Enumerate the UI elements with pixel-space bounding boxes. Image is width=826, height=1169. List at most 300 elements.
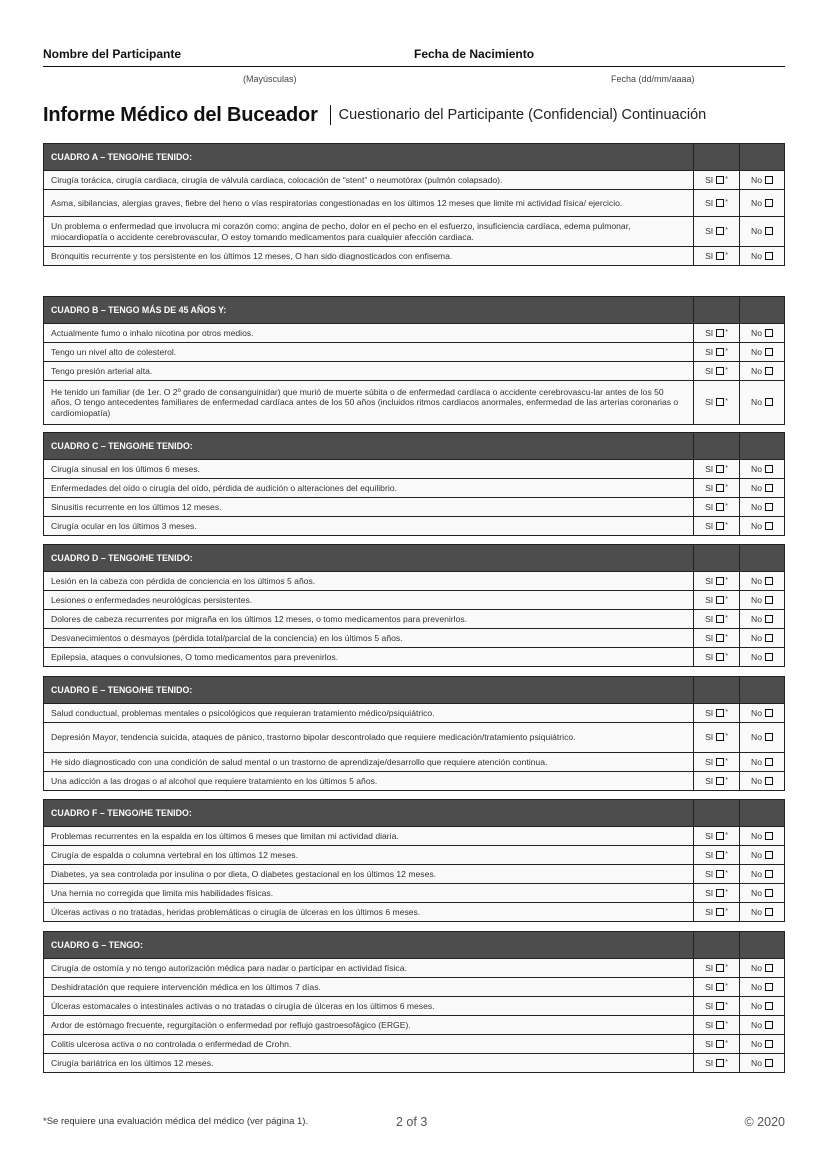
yes-option[interactable] xyxy=(694,362,740,381)
asterisk-mark: * xyxy=(725,347,728,355)
yes-option[interactable] xyxy=(694,959,740,978)
no-option[interactable] xyxy=(740,343,785,362)
yes-option[interactable] xyxy=(694,903,740,922)
no-option[interactable] xyxy=(740,884,785,903)
question-text: Epilepsia, ataques o convulsiones, O tomo medicamentos para prevenirlos. xyxy=(44,648,694,667)
section-header xyxy=(44,144,785,171)
yes-label: SI xyxy=(705,250,714,261)
question-text: Diabetes, ya sea controlada por insulina o por dieta, O diabetes gestacional en los últimos 12 meses. xyxy=(44,865,694,884)
no-option[interactable] xyxy=(740,1016,785,1035)
no-option[interactable] xyxy=(740,959,785,978)
birth-date-label: Fecha de Nacimiento xyxy=(414,47,535,61)
yes-option[interactable] xyxy=(694,247,740,266)
question-text: He tenido un familiar (de 1er. O 2º grado de consanguinidar) que murió de muerte súbita o de enfermedad cardíaca o accidente cerebrovascu-lar antes de los 50 años, O tengo antecedentes familiares de enfermedad cardíaca antes de los 50 años (incluidos ritmos cardiacos anormales, enfermedad de las arterias coronarias o cardiomiopatía) xyxy=(44,381,694,425)
asterisk-mark: * xyxy=(725,633,728,641)
yes-label: SI xyxy=(705,849,714,860)
no-option[interactable] xyxy=(740,772,785,791)
title-divider xyxy=(330,105,331,125)
section-header xyxy=(44,433,785,460)
no-label: No xyxy=(751,868,762,879)
yes-checkbox[interactable] xyxy=(716,851,724,859)
yes-option[interactable] xyxy=(694,217,740,247)
page-title: Informe Médico del Buceador xyxy=(43,103,318,126)
participant-info-header xyxy=(43,47,785,67)
asterisk-mark: * xyxy=(725,869,728,877)
asterisk-mark: * xyxy=(725,850,728,858)
yes-option[interactable] xyxy=(694,572,740,591)
asterisk-mark: * xyxy=(725,831,728,839)
yes-label: SI xyxy=(705,887,714,898)
yes-label: SI xyxy=(705,575,714,586)
asterisk-mark: * xyxy=(725,757,728,765)
asterisk-mark: * xyxy=(725,614,728,622)
asterisk-mark: * xyxy=(725,366,728,374)
field-hints xyxy=(43,74,785,86)
no-checkbox[interactable] xyxy=(765,199,773,207)
yes-checkbox[interactable] xyxy=(716,1040,724,1048)
no-label: No xyxy=(751,250,762,261)
no-checkbox[interactable] xyxy=(765,832,773,840)
no-option[interactable] xyxy=(740,171,785,190)
yes-checkbox[interactable] xyxy=(716,709,724,717)
yes-checkbox[interactable] xyxy=(716,983,724,991)
no-label: No xyxy=(751,1000,762,1011)
question-row xyxy=(44,498,785,517)
header-no-cell xyxy=(740,800,785,827)
yes-checkbox[interactable] xyxy=(716,522,724,530)
header-yes-cell xyxy=(694,932,740,959)
yes-option[interactable] xyxy=(694,591,740,610)
no-label: No xyxy=(751,1019,762,1030)
section-title: CUADRO B – TENGO MÁS DE 45 AÑOS Y: xyxy=(44,297,694,324)
no-label: No xyxy=(751,632,762,643)
no-label: No xyxy=(751,887,762,898)
no-checkbox[interactable] xyxy=(765,1002,773,1010)
page-subtitle: Cuestionario del Participante (Confidencial) Continuación xyxy=(338,107,707,123)
no-checkbox[interactable] xyxy=(765,983,773,991)
yes-label: SI xyxy=(705,613,714,624)
section-b xyxy=(43,296,785,425)
yes-checkbox[interactable] xyxy=(716,758,724,766)
yes-label: SI xyxy=(705,397,714,408)
no-option[interactable] xyxy=(740,629,785,648)
yes-checkbox[interactable] xyxy=(716,199,724,207)
asterisk-mark: * xyxy=(725,175,728,183)
question-row xyxy=(44,591,785,610)
question-row xyxy=(44,1054,785,1073)
yes-label: SI xyxy=(705,775,714,786)
question-row xyxy=(44,190,785,217)
yes-label: SI xyxy=(705,501,714,512)
yes-label: SI xyxy=(705,707,714,718)
question-text: Enfermedades del oído o cirugía del oído, pérdida de audición o alteraciones del equilibrio. xyxy=(44,479,694,498)
header-yes-cell xyxy=(694,800,740,827)
date-hint: Fecha (dd/mm/aaaa) xyxy=(611,74,695,84)
asterisk-mark: * xyxy=(725,708,728,716)
yes-option[interactable] xyxy=(694,772,740,791)
page-number: 2 of 3 xyxy=(396,1115,428,1129)
asterisk-mark: * xyxy=(725,251,728,259)
no-option[interactable] xyxy=(740,997,785,1016)
yes-checkbox[interactable] xyxy=(716,176,724,184)
yes-checkbox[interactable] xyxy=(716,465,724,473)
asterisk-mark: * xyxy=(725,198,728,206)
question-text: Cirugía bariátrica en los últimos 12 meses. xyxy=(44,1054,694,1073)
no-checkbox[interactable] xyxy=(765,889,773,897)
header-no-cell xyxy=(740,545,785,572)
no-label: No xyxy=(751,397,762,408)
no-checkbox[interactable] xyxy=(765,653,773,661)
asterisk-mark: * xyxy=(725,907,728,915)
question-row xyxy=(44,362,785,381)
no-option[interactable] xyxy=(740,827,785,846)
yes-option[interactable] xyxy=(694,190,740,217)
question-text: Una hernia no corregida que limita mis habilidades físicas. xyxy=(44,884,694,903)
yes-label: SI xyxy=(705,868,714,879)
question-text: Cirugía ocular en los últimos 3 meses. xyxy=(44,517,694,536)
no-label: No xyxy=(751,849,762,860)
yes-option[interactable] xyxy=(694,846,740,865)
yes-label: SI xyxy=(705,906,714,917)
yes-checkbox[interactable] xyxy=(716,577,724,585)
no-checkbox[interactable] xyxy=(765,758,773,766)
yes-checkbox[interactable] xyxy=(716,777,724,785)
no-checkbox[interactable] xyxy=(765,252,773,260)
section-header xyxy=(44,677,785,704)
yes-option[interactable] xyxy=(694,460,740,479)
no-label: No xyxy=(751,327,762,338)
no-checkbox[interactable] xyxy=(765,577,773,585)
section-title: CUADRO E – TENGO/HE TENIDO: xyxy=(44,677,694,704)
section-title: CUADRO G – TENGO: xyxy=(44,932,694,959)
yes-label: SI xyxy=(705,1019,714,1030)
yes-checkbox[interactable] xyxy=(716,1002,724,1010)
yes-checkbox[interactable] xyxy=(716,503,724,511)
no-checkbox[interactable] xyxy=(765,176,773,184)
yes-option[interactable] xyxy=(694,704,740,723)
question-text: Un problema o enfermedad que involucra mi corazón como: angina de pecho, dolor en el pecho en el esfuerzo, insuficiencia cardíaca, edema pulmonar, miocardiopatía o accidente cerebrovascular, O estoy tomando medicamentos para cualquier afección cardiaca. xyxy=(44,217,694,247)
question-row xyxy=(44,171,785,190)
no-option[interactable] xyxy=(740,865,785,884)
question-row xyxy=(44,846,785,865)
no-option[interactable] xyxy=(740,978,785,997)
no-option[interactable] xyxy=(740,217,785,247)
no-option[interactable] xyxy=(740,362,785,381)
question-row xyxy=(44,827,785,846)
no-checkbox[interactable] xyxy=(765,908,773,916)
yes-option[interactable] xyxy=(694,1016,740,1035)
no-option[interactable] xyxy=(740,591,785,610)
yes-label: SI xyxy=(705,346,714,357)
yes-label: SI xyxy=(705,632,714,643)
no-checkbox[interactable] xyxy=(765,398,773,406)
section-title: CUADRO D – TENGO/HE TENIDO: xyxy=(44,545,694,572)
no-option[interactable] xyxy=(740,903,785,922)
name-hint: (Mayúsculas) xyxy=(243,74,297,84)
copyright: © 2020 xyxy=(744,1115,785,1129)
no-checkbox[interactable] xyxy=(765,709,773,717)
yes-option[interactable] xyxy=(694,753,740,772)
asterisk-mark: * xyxy=(725,1001,728,1009)
header-yes-cell xyxy=(694,433,740,460)
section-title: CUADRO F – TENGO/HE TENIDO: xyxy=(44,800,694,827)
yes-checkbox[interactable] xyxy=(716,596,724,604)
no-checkbox[interactable] xyxy=(765,503,773,511)
asterisk-mark: * xyxy=(725,652,728,660)
section-f xyxy=(43,799,785,922)
section-e xyxy=(43,676,785,791)
no-checkbox[interactable] xyxy=(765,227,773,235)
yes-option[interactable] xyxy=(694,648,740,667)
yes-checkbox[interactable] xyxy=(716,227,724,235)
question-text: Úlceras activas o no tratadas, heridas problemáticas o cirugía de úlceras en los últimos 6 meses. xyxy=(44,903,694,922)
document-title xyxy=(43,102,706,128)
question-row xyxy=(44,479,785,498)
yes-option[interactable] xyxy=(694,997,740,1016)
no-label: No xyxy=(751,962,762,973)
yes-option[interactable] xyxy=(694,610,740,629)
no-option[interactable] xyxy=(740,648,785,667)
header-yes-cell xyxy=(694,297,740,324)
yes-label: SI xyxy=(705,981,714,992)
section-d xyxy=(43,544,785,667)
no-checkbox[interactable] xyxy=(765,522,773,530)
yes-checkbox[interactable] xyxy=(716,964,724,972)
question-row xyxy=(44,343,785,362)
no-checkbox[interactable] xyxy=(765,1059,773,1067)
yes-checkbox[interactable] xyxy=(716,1021,724,1029)
yes-option[interactable] xyxy=(694,723,740,753)
yes-option[interactable] xyxy=(694,324,740,343)
yes-checkbox[interactable] xyxy=(716,1059,724,1067)
no-checkbox[interactable] xyxy=(765,851,773,859)
no-label: No xyxy=(751,981,762,992)
section-title: CUADRO C – TENGO/HE TENIDO: xyxy=(44,433,694,460)
section-header xyxy=(44,545,785,572)
question-row xyxy=(44,753,785,772)
no-label: No xyxy=(751,226,762,237)
yes-option[interactable] xyxy=(694,1054,740,1073)
question-row xyxy=(44,572,785,591)
no-checkbox[interactable] xyxy=(765,1040,773,1048)
yes-checkbox[interactable] xyxy=(716,832,724,840)
asterisk-mark: * xyxy=(725,464,728,472)
yes-option[interactable] xyxy=(694,343,740,362)
yes-option[interactable] xyxy=(694,884,740,903)
asterisk-mark: * xyxy=(725,1020,728,1028)
yes-label: SI xyxy=(705,226,714,237)
question-row xyxy=(44,217,785,247)
yes-checkbox[interactable] xyxy=(716,634,724,642)
no-label: No xyxy=(751,651,762,662)
no-checkbox[interactable] xyxy=(765,733,773,741)
yes-checkbox[interactable] xyxy=(716,348,724,356)
no-checkbox[interactable] xyxy=(765,870,773,878)
yes-label: SI xyxy=(705,651,714,662)
yes-label: SI xyxy=(705,174,714,185)
yes-option[interactable] xyxy=(694,381,740,425)
question-row xyxy=(44,959,785,978)
question-text: Cirugía sinusal en los últimos 6 meses. xyxy=(44,460,694,479)
yes-option[interactable] xyxy=(694,498,740,517)
question-text: Cirugía de espalda o columna vertebral en los últimos 12 meses. xyxy=(44,846,694,865)
no-checkbox[interactable] xyxy=(765,348,773,356)
asterisk-mark: * xyxy=(725,982,728,990)
no-label: No xyxy=(751,1057,762,1068)
no-label: No xyxy=(751,501,762,512)
yes-label: SI xyxy=(705,962,714,973)
question-row xyxy=(44,610,785,629)
section-a xyxy=(43,143,785,266)
question-text: Úlceras estomacales o intestinales activas o no tratadas o cirugía de úlceras en los últimos 6 meses. xyxy=(44,997,694,1016)
yes-label: SI xyxy=(705,756,714,767)
question-row xyxy=(44,978,785,997)
yes-checkbox[interactable] xyxy=(716,329,724,337)
yes-label: SI xyxy=(705,594,714,605)
no-checkbox[interactable] xyxy=(765,615,773,623)
yes-checkbox[interactable] xyxy=(716,908,724,916)
question-text: Lesiones o enfermedades neurológicas persistentes. xyxy=(44,591,694,610)
no-option[interactable] xyxy=(740,247,785,266)
question-text: Dolores de cabeza recurrentes por migraña en los últimos 12 meses, o tomo medicamentos para prevenirlos. xyxy=(44,610,694,629)
header-no-cell xyxy=(740,144,785,171)
asterisk-mark: * xyxy=(725,398,728,406)
no-label: No xyxy=(751,613,762,624)
no-option[interactable] xyxy=(740,572,785,591)
yes-option[interactable] xyxy=(694,865,740,884)
yes-option[interactable] xyxy=(694,1035,740,1054)
question-text: Deshidratación que requiere intervención médica en los últimos 7 días. xyxy=(44,978,694,997)
header-yes-cell xyxy=(694,144,740,171)
no-option[interactable] xyxy=(740,460,785,479)
question-text: Cirugía torácica, cirugía cardiaca, cirugía de válvula cardiaca, colocación de “stent” o neumotórax (pulmón colapsado). xyxy=(44,171,694,190)
asterisk-mark: * xyxy=(725,1058,728,1066)
asterisk-mark: * xyxy=(725,595,728,603)
no-option[interactable] xyxy=(740,753,785,772)
no-label: No xyxy=(751,482,762,493)
no-option[interactable] xyxy=(740,723,785,753)
question-row xyxy=(44,648,785,667)
yes-label: SI xyxy=(705,463,714,474)
yes-checkbox[interactable] xyxy=(716,484,724,492)
no-option[interactable] xyxy=(740,704,785,723)
asterisk-mark: * xyxy=(725,227,728,235)
header-no-cell xyxy=(740,297,785,324)
yes-checkbox[interactable] xyxy=(716,398,724,406)
section-g xyxy=(43,931,785,1073)
section-header xyxy=(44,932,785,959)
yes-option[interactable] xyxy=(694,629,740,648)
page-footer xyxy=(43,1115,785,1131)
yes-checkbox[interactable] xyxy=(716,870,724,878)
header-yes-cell xyxy=(694,545,740,572)
question-row xyxy=(44,324,785,343)
yes-checkbox[interactable] xyxy=(716,653,724,661)
question-row xyxy=(44,1035,785,1054)
question-text: Salud conductual, problemas mentales o psicológicos que requieran tratamiento médico/psiquiátrico. xyxy=(44,704,694,723)
no-label: No xyxy=(751,520,762,531)
yes-option[interactable] xyxy=(694,171,740,190)
no-label: No xyxy=(751,346,762,357)
question-text: Depresión Mayor, tendencia suicida, ataques de pánico, trastorno bipolar descontrolado que requiere medicación/tratamiento psiquiátrico. xyxy=(44,723,694,753)
no-option[interactable] xyxy=(740,1035,785,1054)
yes-option[interactable] xyxy=(694,479,740,498)
no-option[interactable] xyxy=(740,498,785,517)
header-yes-cell xyxy=(694,677,740,704)
no-option[interactable] xyxy=(740,1054,785,1073)
yes-label: SI xyxy=(705,482,714,493)
question-row xyxy=(44,460,785,479)
yes-checkbox[interactable] xyxy=(716,889,724,897)
question-row xyxy=(44,517,785,536)
asterisk-mark: * xyxy=(725,888,728,896)
header-no-cell xyxy=(740,433,785,460)
yes-checkbox[interactable] xyxy=(716,615,724,623)
yes-option[interactable] xyxy=(694,978,740,997)
no-checkbox[interactable] xyxy=(765,367,773,375)
no-label: No xyxy=(751,174,762,185)
no-checkbox[interactable] xyxy=(765,1021,773,1029)
no-checkbox[interactable] xyxy=(765,777,773,785)
no-option[interactable] xyxy=(740,479,785,498)
asterisk-mark: * xyxy=(725,776,728,784)
yes-label: SI xyxy=(705,365,714,376)
no-option[interactable] xyxy=(740,846,785,865)
no-label: No xyxy=(751,775,762,786)
no-checkbox[interactable] xyxy=(765,634,773,642)
yes-option[interactable] xyxy=(694,827,740,846)
no-option[interactable] xyxy=(740,190,785,217)
no-option[interactable] xyxy=(740,517,785,536)
no-label: No xyxy=(751,906,762,917)
yes-label: SI xyxy=(705,1000,714,1011)
asterisk-mark: * xyxy=(725,328,728,336)
no-checkbox[interactable] xyxy=(765,465,773,473)
question-row xyxy=(44,903,785,922)
yes-label: SI xyxy=(705,1038,714,1049)
yes-checkbox[interactable] xyxy=(716,733,724,741)
asterisk-mark: * xyxy=(725,483,728,491)
question-row xyxy=(44,723,785,753)
asterisk-mark: * xyxy=(725,1039,728,1047)
no-label: No xyxy=(751,575,762,586)
question-row xyxy=(44,865,785,884)
no-checkbox[interactable] xyxy=(765,484,773,492)
yes-checkbox[interactable] xyxy=(716,367,724,375)
question-text: Actualmente fumo o inhalo nicotina por otros medios. xyxy=(44,324,694,343)
yes-option[interactable] xyxy=(694,517,740,536)
asterisk-mark: * xyxy=(725,576,728,584)
question-text: Cirugía de ostomía y no tengo autorización médica para nadar o participar en actividad física. xyxy=(44,959,694,978)
section-header xyxy=(44,800,785,827)
participant-name-label: Nombre del Participante xyxy=(43,47,182,61)
no-checkbox[interactable] xyxy=(765,329,773,337)
no-option[interactable] xyxy=(740,610,785,629)
question-row xyxy=(44,704,785,723)
question-row xyxy=(44,629,785,648)
question-text: Colitis ulcerosa activa o no controlada o enfermedad de Crohn. xyxy=(44,1035,694,1054)
yes-checkbox[interactable] xyxy=(716,252,724,260)
no-option[interactable] xyxy=(740,324,785,343)
no-option[interactable] xyxy=(740,381,785,425)
asterisk-mark: * xyxy=(725,963,728,971)
no-checkbox[interactable] xyxy=(765,596,773,604)
question-text: Desvanecimientos o desmayos (pérdida total/parcial de la conciencia) en los últimos 5 años. xyxy=(44,629,694,648)
question-text: He sido diagnosticado con una condición de salud mental o un trastorno de aprendizaje/desarrollo que requiere atención continua. xyxy=(44,753,694,772)
no-checkbox[interactable] xyxy=(765,964,773,972)
question-row xyxy=(44,381,785,425)
yes-label: SI xyxy=(705,520,714,531)
